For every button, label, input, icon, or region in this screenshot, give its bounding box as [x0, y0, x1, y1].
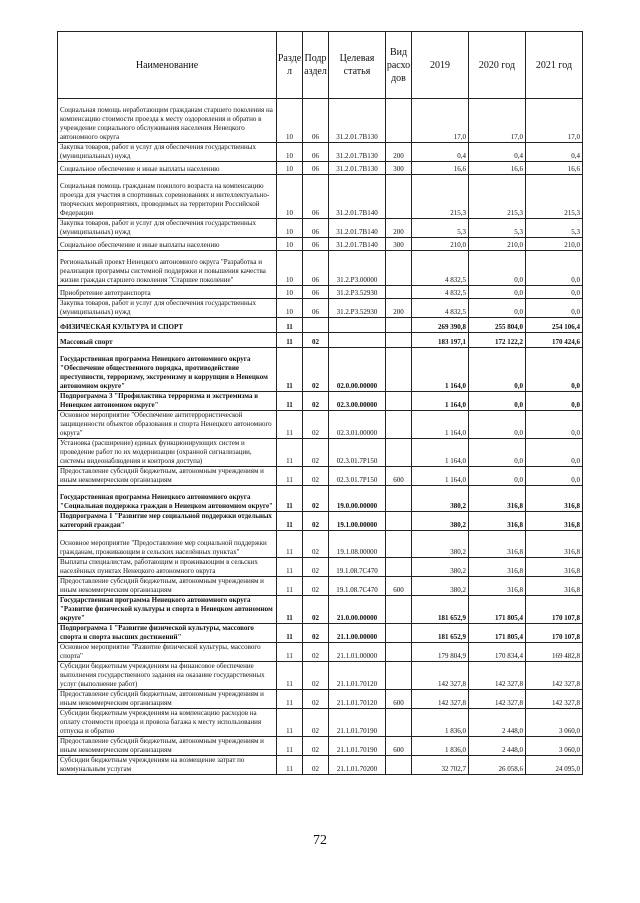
row-name: Подпрограмма 1 "Развитие мер социальной поддержки отдельных категорий граждан": [58, 512, 277, 531]
row-vid: [386, 348, 412, 392]
row-razdel: 11: [277, 737, 303, 756]
row-value-2020: 0,0: [469, 299, 526, 318]
row-podrazdel: 02: [303, 662, 329, 690]
row-value-2021: 0,0: [526, 299, 583, 318]
row-value-2020: 0,0: [469, 411, 526, 439]
row-razdel: 11: [277, 512, 303, 531]
row-name: Социальная помощь гражданам пожилого возраста на компенсацию проезда для участия в спортивных соревнованиях и интеллектуально-творческих мероприятиях, проводимых на территории Российской Федерации: [58, 175, 277, 219]
row-celevaya: 31.2.01.7В130: [329, 99, 386, 143]
row-podrazdel: 02: [303, 512, 329, 531]
row-value-2020: 255 804,0: [469, 318, 526, 333]
row-celevaya: 21.1.01.70190: [329, 737, 386, 756]
table-row: [58, 251, 583, 286]
row-value-2019: 1 164,0: [412, 467, 469, 486]
row-name: ФИЗИЧЕСКАЯ КУЛЬТУРА И СПОРТ: [58, 318, 277, 333]
row-vid: [386, 709, 412, 737]
row-razdel: 11: [277, 333, 303, 348]
row-celevaya: 31.2.01.7В140: [329, 175, 386, 219]
row-value-2019: 1 164,0: [412, 439, 469, 467]
table-row: [58, 531, 583, 558]
row-name: Социальное обеспечение и иные выплаты населению: [58, 162, 277, 175]
row-razdel: 11: [277, 348, 303, 392]
row-name: Закупка товаров, работ и услуг для обеспечения государственных (муниципальных) нужд: [58, 219, 277, 238]
row-razdel: 11: [277, 392, 303, 411]
row-value-2021: 170 424,6: [526, 333, 583, 348]
table-row: [58, 238, 583, 251]
row-value-2020: 26 058,6: [469, 756, 526, 775]
row-value-2020: 210,0: [469, 238, 526, 251]
row-value-2021: 142 327,8: [526, 662, 583, 690]
row-value-2020: 316,8: [469, 486, 526, 512]
row-razdel: 11: [277, 531, 303, 558]
row-celevaya: 02.3.01.7Р150: [329, 439, 386, 467]
row-value-2021: 316,8: [526, 486, 583, 512]
row-podrazdel: 06: [303, 162, 329, 175]
row-value-2020: 142 327,8: [469, 662, 526, 690]
row-value-2021: 0,0: [526, 411, 583, 439]
row-razdel: 11: [277, 486, 303, 512]
row-name: Подпрограмма 3 "Профилактика терроризма и экстремизма в Ненецком автономном округе": [58, 392, 277, 411]
row-celevaya: 31.2.Р3.52930: [329, 286, 386, 299]
row-celevaya: 21.1.01.00000: [329, 643, 386, 662]
row-value-2019: 17,0: [412, 99, 469, 143]
budget-table: [57, 31, 583, 775]
row-celevaya: 19.1.00.00000: [329, 512, 386, 531]
row-vid: 300: [386, 162, 412, 175]
row-value-2019: 183 197,1: [412, 333, 469, 348]
row-value-2019: 142 327,8: [412, 662, 469, 690]
row-celevaya: 31.2.Р3.52930: [329, 299, 386, 318]
row-value-2021: 169 482,8: [526, 643, 583, 662]
row-name: Закупка товаров, работ и услуг для обеспечения государственных (муниципальных) нужд: [58, 299, 277, 318]
row-value-2019: 1 164,0: [412, 411, 469, 439]
row-vid: [386, 756, 412, 775]
row-celevaya: 21.1.01.70120: [329, 690, 386, 709]
row-podrazdel: [303, 318, 329, 333]
row-razdel: 11: [277, 624, 303, 643]
row-value-2020: 316,8: [469, 512, 526, 531]
row-vid: [386, 624, 412, 643]
row-razdel: 11: [277, 709, 303, 737]
row-razdel: 10: [277, 175, 303, 219]
table-row: [58, 467, 583, 486]
row-podrazdel: 02: [303, 756, 329, 775]
table-row: [58, 318, 583, 333]
row-value-2021: 170 107,8: [526, 596, 583, 624]
row-name: Государственная программа Ненецкого автономного округа "Обеспечение общественного порядка, противодействие преступности, терроризму, экстремизму и коррупции в Ненецком автономном округе": [58, 348, 277, 392]
row-value-2020: 0,0: [469, 286, 526, 299]
row-razdel: 11: [277, 558, 303, 577]
row-value-2021: 210,0: [526, 238, 583, 251]
row-value-2020: 316,8: [469, 558, 526, 577]
table-row: [58, 162, 583, 175]
row-razdel: 10: [277, 99, 303, 143]
row-value-2021: 5,3: [526, 219, 583, 238]
row-podrazdel: 02: [303, 709, 329, 737]
table-row: [58, 596, 583, 624]
table-body: [58, 99, 583, 775]
row-vid: 600: [386, 577, 412, 596]
row-value-2020: 5,3: [469, 219, 526, 238]
row-value-2020: 0,0: [469, 348, 526, 392]
row-name: Социальное обеспечение и иные выплаты населению: [58, 238, 277, 251]
table-row: [58, 662, 583, 690]
row-vid: [386, 175, 412, 219]
row-value-2019: 32 702,7: [412, 756, 469, 775]
row-vid: [386, 662, 412, 690]
row-value-2021: 0,0: [526, 348, 583, 392]
row-value-2019: 5,3: [412, 219, 469, 238]
row-value-2021: 17,0: [526, 99, 583, 143]
row-vid: 200: [386, 143, 412, 162]
row-razdel: 11: [277, 439, 303, 467]
row-celevaya: 31.2.01.7В130: [329, 143, 386, 162]
row-celevaya: 19.1.08.7С470: [329, 558, 386, 577]
table-row: [58, 577, 583, 596]
table-header-row: [58, 32, 583, 99]
row-razdel: 10: [277, 238, 303, 251]
row-celevaya: 21.1.01.70200: [329, 756, 386, 775]
row-value-2019: 4 832,5: [412, 299, 469, 318]
row-name: Предоставление субсидий бюджетным, автономным учреждениям и иным некоммерческим организациям: [58, 577, 277, 596]
table-row: [58, 143, 583, 162]
row-celevaya: 31.2.01.7В140: [329, 219, 386, 238]
row-vid: [386, 333, 412, 348]
row-value-2019: 1 836,0: [412, 709, 469, 737]
row-razdel: 11: [277, 643, 303, 662]
header-2020: 2020 год: [469, 32, 526, 99]
row-vid: [386, 512, 412, 531]
row-podrazdel: 02: [303, 624, 329, 643]
row-vid: 600: [386, 737, 412, 756]
row-celevaya: 21.1.00.00000: [329, 624, 386, 643]
table-row: [58, 299, 583, 318]
row-celevaya: [329, 318, 386, 333]
row-vid: [386, 392, 412, 411]
row-celevaya: 31.2.01.7В140: [329, 238, 386, 251]
row-razdel: 11: [277, 318, 303, 333]
row-value-2020: 17,0: [469, 99, 526, 143]
row-value-2019: 269 390,8: [412, 318, 469, 333]
row-vid: [386, 486, 412, 512]
row-value-2021: 254 106,4: [526, 318, 583, 333]
row-name: Социальная помощь неработающим гражданам старшего поколения на компенсацию стоимости проезда к месту оздоровления и обратно в учреждение социального обслуживания населения Ненецкого автономного округа: [58, 99, 277, 143]
row-value-2021: 0,0: [526, 392, 583, 411]
table-row: [58, 643, 583, 662]
row-vid: 600: [386, 467, 412, 486]
row-podrazdel: 06: [303, 299, 329, 318]
row-name: Субсидии бюджетным учреждениям на возмещение затрат по коммунальным услугам: [58, 756, 277, 775]
header-vid: Вид расхо дов: [386, 32, 412, 99]
table-row: [58, 486, 583, 512]
header-razdel: Разде л: [277, 32, 303, 99]
row-value-2021: 24 095,0: [526, 756, 583, 775]
row-razdel: 10: [277, 251, 303, 286]
row-value-2021: 0,0: [526, 251, 583, 286]
row-name: Предоставление субсидий бюджетным, автономным учреждениям и иным некоммерческим организациям: [58, 737, 277, 756]
row-value-2019: 1 164,0: [412, 348, 469, 392]
row-razdel: 11: [277, 756, 303, 775]
row-podrazdel: 02: [303, 467, 329, 486]
row-name: Региональный проект Ненецкого автономного округа "Разработка и реализация программы системной поддержки и повышения качества жизни граждан старшего поколения "Старшее поколение": [58, 251, 277, 286]
row-vid: [386, 251, 412, 286]
row-celevaya: 19.1.08.00000: [329, 531, 386, 558]
row-value-2020: 316,8: [469, 531, 526, 558]
row-value-2021: 0,0: [526, 439, 583, 467]
row-name: Установка (расширение) единых функционирующих систем и проведение работ по их модернизации (охранной сигнализации, системы видеонаблюдения и контроля доступа): [58, 439, 277, 467]
row-name: Основное мероприятие "Предоставление мер социальной поддержки гражданам, проживающим в сельских населённых пунктах": [58, 531, 277, 558]
row-razdel: 11: [277, 596, 303, 624]
row-podrazdel: 06: [303, 99, 329, 143]
row-value-2020: 172 122,2: [469, 333, 526, 348]
row-value-2020: 0,4: [469, 143, 526, 162]
row-podrazdel: 02: [303, 348, 329, 392]
row-podrazdel: 02: [303, 333, 329, 348]
row-celevaya: 19.1.08.7С470: [329, 577, 386, 596]
row-razdel: 11: [277, 690, 303, 709]
header-podrazdel: Подр аздел: [303, 32, 329, 99]
row-value-2020: 0,0: [469, 392, 526, 411]
row-value-2020: 0,0: [469, 467, 526, 486]
row-razdel: 11: [277, 411, 303, 439]
row-value-2019: 215,3: [412, 175, 469, 219]
row-value-2021: 170 107,8: [526, 624, 583, 643]
row-value-2021: 0,4: [526, 143, 583, 162]
row-razdel: 11: [277, 662, 303, 690]
row-value-2021: 3 060,0: [526, 709, 583, 737]
row-name: Приобретение автотранспорта: [58, 286, 277, 299]
table-row: [58, 348, 583, 392]
row-value-2020: 215,3: [469, 175, 526, 219]
row-value-2020: 171 805,4: [469, 624, 526, 643]
row-value-2021: 316,8: [526, 531, 583, 558]
row-celevaya: [329, 333, 386, 348]
row-podrazdel: 06: [303, 238, 329, 251]
row-value-2019: 179 804,9: [412, 643, 469, 662]
row-value-2019: 380,2: [412, 577, 469, 596]
row-podrazdel: 02: [303, 411, 329, 439]
row-podrazdel: 02: [303, 531, 329, 558]
table-row: [58, 737, 583, 756]
row-vid: [386, 439, 412, 467]
table-row: [58, 558, 583, 577]
row-value-2020: 16,6: [469, 162, 526, 175]
row-vid: [386, 99, 412, 143]
row-value-2020: 171 805,4: [469, 596, 526, 624]
row-podrazdel: 02: [303, 392, 329, 411]
row-razdel: 10: [277, 143, 303, 162]
row-vid: [386, 596, 412, 624]
header-name: Наименование: [58, 32, 277, 99]
row-value-2020: 2 448,0: [469, 737, 526, 756]
row-celevaya: 21.1.01.70120: [329, 662, 386, 690]
row-value-2019: 181 652,9: [412, 624, 469, 643]
row-value-2020: 170 834,4: [469, 643, 526, 662]
row-celevaya: 21.1.01.70190: [329, 709, 386, 737]
row-podrazdel: 06: [303, 251, 329, 286]
row-podrazdel: 02: [303, 737, 329, 756]
row-podrazdel: 02: [303, 643, 329, 662]
row-vid: [386, 286, 412, 299]
header-celevaya: Целевая статья: [329, 32, 386, 99]
row-celevaya: 31.2.Р3.00000: [329, 251, 386, 286]
row-celevaya: 19.0.00.00000: [329, 486, 386, 512]
row-vid: [386, 531, 412, 558]
row-value-2019: 1 836,0: [412, 737, 469, 756]
row-podrazdel: 02: [303, 439, 329, 467]
row-value-2020: 0,0: [469, 439, 526, 467]
row-name: Предоставление субсидий бюджетным, автономным учреждениям и иным некоммерческим организациям: [58, 690, 277, 709]
row-value-2021: 316,8: [526, 577, 583, 596]
table-row: [58, 286, 583, 299]
table-row: [58, 624, 583, 643]
row-name: Основное мероприятие "Обеспечение антитеррористической защищенности объектов образования и спорта Ненецкого автономного округа": [58, 411, 277, 439]
row-name: Выплаты специалистам, работающим и проживающим в сельских населённых пунктах Ненецкого автономного округа: [58, 558, 277, 577]
row-celevaya: 21.0.00.00000: [329, 596, 386, 624]
row-name: Подпрограмма 1 "Развитие физической культуры, массового спорта и спорта высших достижений": [58, 624, 277, 643]
row-podrazdel: 02: [303, 486, 329, 512]
row-value-2019: 181 652,9: [412, 596, 469, 624]
row-value-2021: 0,0: [526, 467, 583, 486]
row-value-2020: 142 327,8: [469, 690, 526, 709]
row-name: Закупка товаров, работ и услуг для обеспечения государственных (муниципальных) нужд: [58, 143, 277, 162]
row-podrazdel: 06: [303, 143, 329, 162]
row-value-2019: 142 327,8: [412, 690, 469, 709]
row-podrazdel: 02: [303, 558, 329, 577]
header-2019: 2019: [412, 32, 469, 99]
table-row: [58, 512, 583, 531]
row-value-2021: 316,8: [526, 512, 583, 531]
row-celevaya: 02.3.01.7Р150: [329, 467, 386, 486]
row-razdel: 10: [277, 162, 303, 175]
row-razdel: 10: [277, 286, 303, 299]
row-name: Массовый спорт: [58, 333, 277, 348]
row-vid: 200: [386, 219, 412, 238]
row-value-2019: 16,6: [412, 162, 469, 175]
row-vid: 600: [386, 690, 412, 709]
row-celevaya: 02.3.01.00000: [329, 411, 386, 439]
row-podrazdel: 02: [303, 596, 329, 624]
row-value-2019: 4 832,5: [412, 286, 469, 299]
table-row: [58, 175, 583, 219]
row-value-2021: 215,3: [526, 175, 583, 219]
row-value-2020: 0,0: [469, 251, 526, 286]
table-row: [58, 709, 583, 737]
row-vid: [386, 558, 412, 577]
table-row: [58, 99, 583, 143]
table-row: [58, 333, 583, 348]
row-value-2020: 316,8: [469, 577, 526, 596]
header-2021: 2021 год: [526, 32, 583, 99]
row-value-2021: 142 327,8: [526, 690, 583, 709]
row-razdel: 10: [277, 299, 303, 318]
row-vid: [386, 643, 412, 662]
table-row: [58, 690, 583, 709]
row-value-2019: 1 164,0: [412, 392, 469, 411]
table-row: [58, 392, 583, 411]
row-name: Субсидии бюджетным учреждениям на финансовое обеспечение выполнения государственного задания на оказание государственных услуг (выполнение работ): [58, 662, 277, 690]
row-value-2019: 4 832,5: [412, 251, 469, 286]
row-celevaya: 02.0.00.00000: [329, 348, 386, 392]
row-vid: [386, 411, 412, 439]
row-value-2019: 0,4: [412, 143, 469, 162]
table-row: [58, 439, 583, 467]
row-podrazdel: 06: [303, 175, 329, 219]
table-row: [58, 411, 583, 439]
row-razdel: 11: [277, 577, 303, 596]
row-vid: 200: [386, 299, 412, 318]
row-value-2020: 2 448,0: [469, 709, 526, 737]
row-name: Субсидии бюджетным учреждениям на компенсацию расходов на оплату стоимости проезда и провоза багажа к месту использования отпуска и обратно: [58, 709, 277, 737]
row-value-2021: 0,0: [526, 286, 583, 299]
row-vid: 300: [386, 238, 412, 251]
row-value-2019: 380,2: [412, 531, 469, 558]
row-value-2019: 380,2: [412, 486, 469, 512]
row-value-2019: 380,2: [412, 558, 469, 577]
row-celevaya: 31.2.01.7В130: [329, 162, 386, 175]
row-name: Предоставление субсидий бюджетным, автономным учреждениям и иным некоммерческим организациям: [58, 467, 277, 486]
row-value-2021: 3 060,0: [526, 737, 583, 756]
row-podrazdel: 06: [303, 219, 329, 238]
table-row: [58, 219, 583, 238]
row-name: Государственная программа Ненецкого автономного округа "Социальная поддержка граждан в Ненецком автономном округе": [58, 486, 277, 512]
row-value-2019: 380,2: [412, 512, 469, 531]
table-row: [58, 756, 583, 775]
row-value-2019: 210,0: [412, 238, 469, 251]
row-vid: [386, 318, 412, 333]
row-name: Основное мероприятие "Развитие физической культуры, массового спорта": [58, 643, 277, 662]
row-value-2021: 16,6: [526, 162, 583, 175]
row-value-2021: 316,8: [526, 558, 583, 577]
row-podrazdel: 02: [303, 690, 329, 709]
row-celevaya: 02.3.00.00000: [329, 392, 386, 411]
row-razdel: 10: [277, 219, 303, 238]
row-podrazdel: 02: [303, 577, 329, 596]
page-number: 72: [313, 833, 327, 848]
row-name: Государственная программа Ненецкого автономного округа "Развитие физической культуры и спорта в Ненецком автономном округе": [58, 596, 277, 624]
row-podrazdel: 06: [303, 286, 329, 299]
row-razdel: 11: [277, 467, 303, 486]
